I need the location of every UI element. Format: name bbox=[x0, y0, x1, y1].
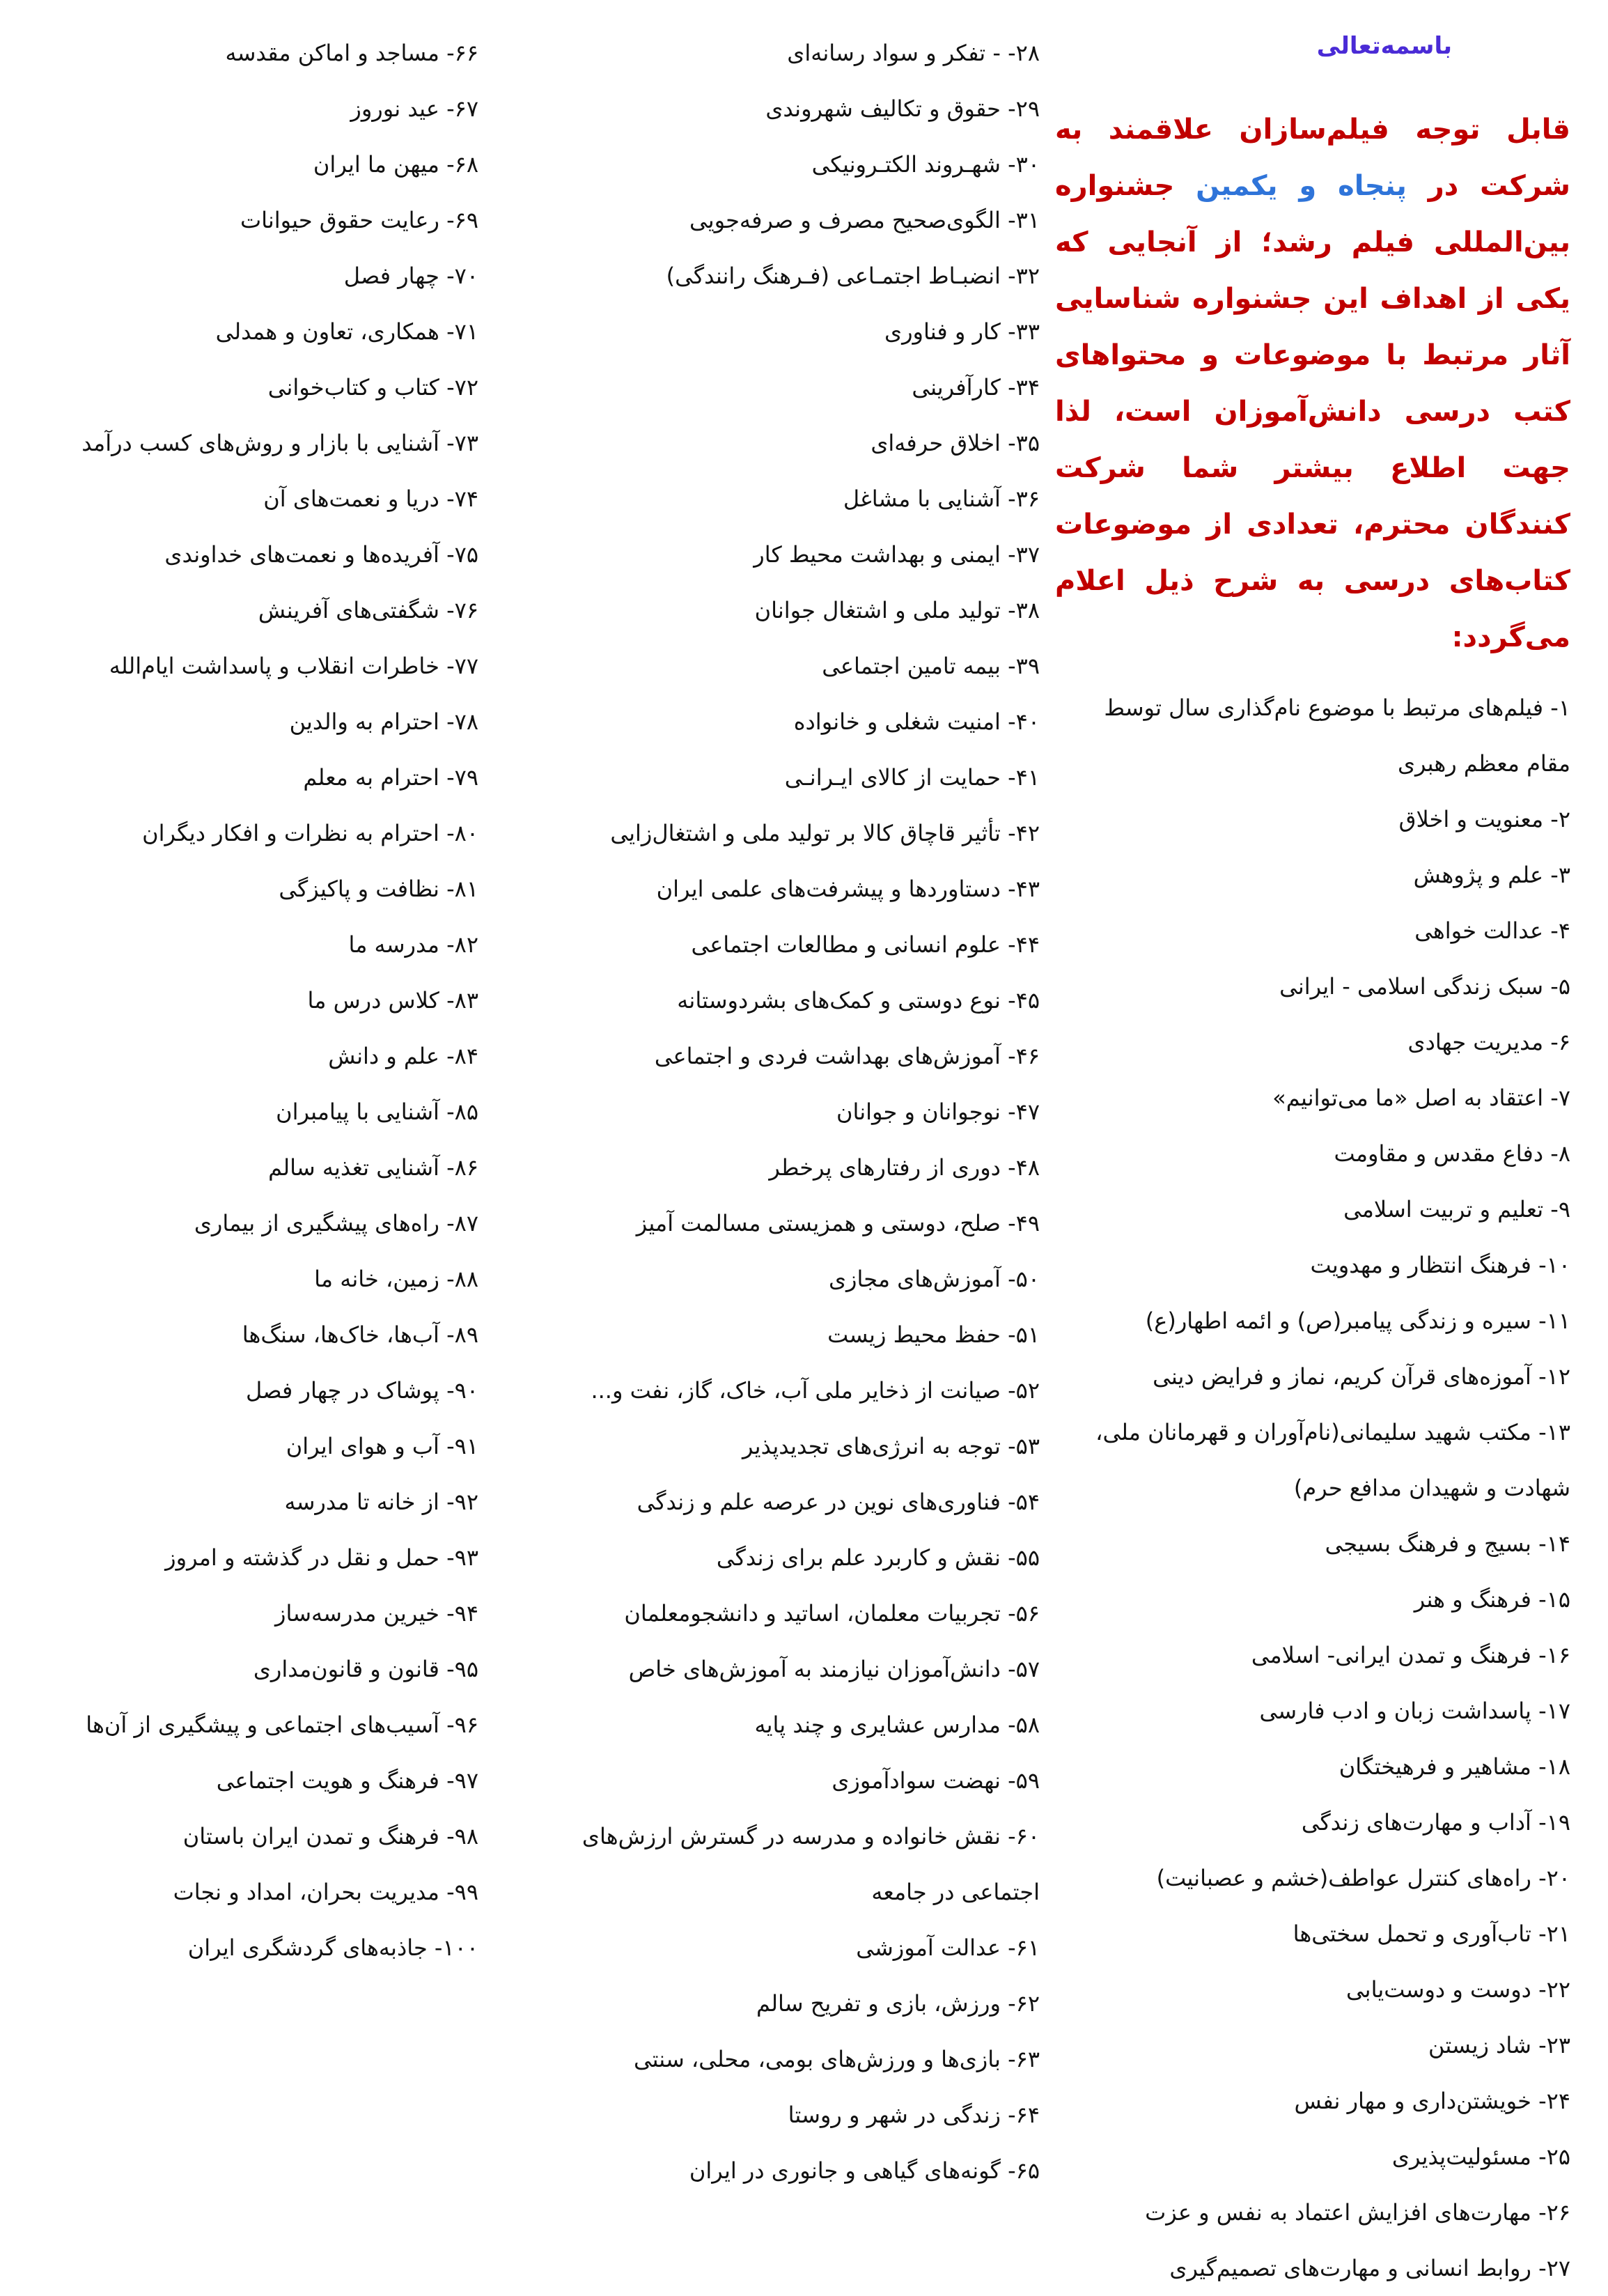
list-item: ۲۶- مهارت‌های افزایش اعتماد به نفس و عزت bbox=[1145, 2199, 1570, 2226]
list-item: ۸۵- آشنایی با پیامبران bbox=[276, 1099, 478, 1125]
list-item: ۵۶- تجربیات معلمان، اساتید و دانشجومعلمان bbox=[624, 1600, 1040, 1627]
list-item: ۶۴- زندگی در شهر و روستا bbox=[788, 2102, 1040, 2128]
list-item: ۳۶- آشنایی با مشاغل bbox=[843, 486, 1040, 512]
list-item: ۲۰- راه‌های کنترل عواطف(خشم و عصبانیت) bbox=[1156, 1865, 1570, 1891]
list-item: ۱۷- پاسداشت زبان و ادب فارسی bbox=[1259, 1698, 1570, 1724]
intro-text-start: قابل توجه فیلم‌سازان علاقمند به شرکت در bbox=[1055, 114, 1571, 202]
list-item: ۹۶- آسیب‌های اجتماعی و پیشگیری از آن‌ها bbox=[86, 1712, 478, 1738]
list-item: ۴۲- تأثیر قاچاق کالا بر تولید ملی و اشتغال‌زایی bbox=[610, 820, 1040, 846]
list-item: ۴۴- علوم انسانی و مطالعات اجتماعی bbox=[691, 931, 1040, 958]
intro-text-end: جشنواره بین‌المللی فیلم رشد؛ از آنجایی که یکی از اهداف این جشنواره شناسایی آثار مرتبط با موضوعات و محتواهای کتب درسی دانش‌آموزان است، لذا جهت اطلاع بیشتر شما شرکت کنندگان محترم، تعدادی از موضوعات کتاب‌های درسی به شرح ذیل اعلام می‌گردد: bbox=[1055, 170, 1570, 653]
intro-highlight: پنجاه و یکمین bbox=[1196, 170, 1407, 202]
list-item: ۹۳- حمل و نقل در گذشته و امروز bbox=[165, 1544, 478, 1571]
topic-list-left bbox=[19, 25, 478, 1976]
list-item: ۳۵- اخلاق حرفه‌ای bbox=[871, 430, 1040, 456]
list-item: ۱۱- سیره و زندگی پیامبر(ص) و ائمه اطهار(ع) bbox=[1145, 1308, 1570, 1334]
list-item: ۶۹- رعایت حقوق حیوانات bbox=[240, 207, 478, 233]
list-item: ۱۰- فرهنگ انتظار و مهدویت bbox=[1310, 1252, 1570, 1278]
list-item: ۹- تعلیم و تربیت اسلامی bbox=[1343, 1196, 1570, 1223]
list-item: ۴۵- نوع دوستی و کمک‌های بشردوستانه bbox=[677, 987, 1040, 1014]
list-item: ۲۸- - تفکر و سواد رسانه‌ای bbox=[787, 40, 1040, 66]
list-item: ۴۶- آموزش‌های بهداشت فردی و اجتماعی bbox=[654, 1043, 1040, 1069]
list-item: ۸۹- آب‌ها، خاک‌ها، سنگ‌ها bbox=[242, 1321, 478, 1348]
list-item: ۶۸- میهن ما ایران bbox=[313, 151, 478, 178]
topic-list-middle bbox=[524, 25, 1040, 2198]
list-item: ۷۰- چهار فصل bbox=[343, 263, 478, 289]
right-column bbox=[1055, 25, 1570, 2296]
list-item: ۱۳- مکتب شهید سلیمانی(نام‌آوران و قهرمانان ملی، شهادت و شهیدان مدافع حرم) bbox=[1095, 1419, 1570, 1501]
list-item: ۸۳- کلاس درس ما bbox=[307, 987, 478, 1014]
list-item: ۳۴- کارآفرینی bbox=[912, 374, 1040, 401]
list-item: ۷۱- همکاری، تعاون و همدلی bbox=[215, 318, 478, 345]
list-item: ۸۷- راه‌های پیشگیری از بیماری bbox=[194, 1210, 478, 1236]
list-item: ۴۷- نوجوانان و جوانان bbox=[836, 1099, 1040, 1125]
list-item: ۶۷- عید نوروز bbox=[350, 95, 478, 122]
list-item: ۷۸- احترام به والدین bbox=[289, 708, 478, 735]
list-item: ۱۵- فرهنگ و هنر bbox=[1414, 1586, 1570, 1613]
list-item: ۹۵- قانون و قانون‌مداری bbox=[253, 1656, 478, 1682]
list-item: ۹۱- آب و هوای ایران bbox=[286, 1433, 478, 1459]
intro-paragraph bbox=[1055, 102, 1570, 666]
page-heading: باسمه‌تعالی bbox=[1316, 32, 1452, 60]
list-item: ۷۶- شگفتی‌های آفرینش bbox=[258, 597, 478, 623]
list-item: ۱۰۰- جاذبه‌های گردشگری ایران bbox=[187, 1934, 478, 1961]
list-item: ۴۳- دستاوردها و پیشرفت‌های علمی ایران bbox=[656, 876, 1040, 902]
list-item: ۷۵- آفریده‌ها و نعمت‌های خداوندی bbox=[164, 541, 478, 568]
list-item: ۱۸- مشاهیر و فرهیختگان bbox=[1338, 1753, 1570, 1780]
list-item: ۹۰- پوشاک در چهار فصل bbox=[246, 1377, 478, 1404]
list-item: ۴۱- حمایت از کالای ایـرانـی bbox=[784, 764, 1040, 791]
list-item: ۳- علم و پژوهش bbox=[1413, 862, 1570, 888]
list-item: ۵۲- صیانت از ذخایر ملی آب، خاک، گاز، نفت و... bbox=[591, 1377, 1040, 1404]
list-item: ۸۰- احترام به نظرات و افکار دیگران bbox=[142, 820, 478, 846]
list-item: ۸۲- مدرسه ما bbox=[348, 931, 478, 958]
list-item: ۸۶- آشنایی تغذیه سالم bbox=[268, 1154, 478, 1181]
list-item: ۷۴- دریا و نعمت‌های آن bbox=[263, 486, 478, 512]
list-item: ۵۷- دانش‌آموزان نیازمند به آموزش‌های خاص bbox=[628, 1656, 1040, 1682]
list-item: ۶۲- ورزش، بازی و تفریح سالم bbox=[756, 1990, 1040, 2017]
list-item: ۲۲- دوست و دوست‌یابی bbox=[1346, 1976, 1570, 2003]
list-item: ۵۱- حفظ محیط زیست bbox=[827, 1321, 1040, 1348]
list-item: ۳۰- شهـروند الکتـرونیکی bbox=[811, 151, 1040, 178]
list-item: ۲۴- خویشتن‌داری و مهار نفس bbox=[1294, 2088, 1570, 2114]
list-item: ۹۷- فرهنگ و هویت اجتماعی bbox=[216, 1767, 478, 1794]
list-item: ۴- عدالت خواهی bbox=[1414, 917, 1570, 944]
list-item: ۲- معنویت و اخلاق bbox=[1398, 806, 1570, 832]
list-item: ۹۲- از خانه تا مدرسه bbox=[284, 1489, 478, 1515]
list-item: ۶۶- مساجد و اماکن مقدسه bbox=[225, 40, 478, 66]
list-item: ۲۹- حقوق و تکالیف شهروندی bbox=[765, 95, 1040, 122]
list-item: ۸- دفاع مقدس و مقاومت bbox=[1334, 1140, 1570, 1167]
list-item: ۴۰- امنیت شغلی و خانواده bbox=[793, 708, 1040, 735]
list-item: ۵۴- فناوری‌های نوین در عرصه علم و زندگی bbox=[637, 1489, 1040, 1515]
list-item: ۴۸- دوری از رفتارهای پرخطر bbox=[769, 1154, 1040, 1181]
list-item: ۱۴- بسیج و فرهنگ بسیجی bbox=[1325, 1530, 1570, 1557]
list-item: ۳۳- کار و فناوری bbox=[884, 318, 1040, 345]
list-item: ۹۹- مدیریت بحران، امداد و نجات bbox=[173, 1879, 478, 1905]
list-item: ۳۱- الگوی‌صحیح مصرف و صرفه‌جویی bbox=[689, 207, 1040, 233]
list-item: ۷۹- احترام به معلم bbox=[303, 764, 478, 791]
list-item: ۷۷- خاطرات انقلاب و پاسداشت ایام‌الله bbox=[109, 653, 478, 679]
list-item: ۷- اعتقاد به اصل «ما می‌توانیم» bbox=[1272, 1085, 1570, 1111]
list-item: ۶۵- گونه‌های گیاهی و جانوری در ایران bbox=[689, 2157, 1040, 2184]
list-item: ۵۰- آموزش‌های مجازی bbox=[828, 1266, 1040, 1292]
list-item: ۳۲- انضبـاط اجتمـاعی (فـرهنگ رانندگی) bbox=[666, 263, 1040, 289]
list-item: ۳۸- تولید ملی و اشتغال جوانان bbox=[754, 597, 1040, 623]
left-column bbox=[19, 25, 478, 1976]
list-item: ۶- مدیریت جهادی bbox=[1407, 1029, 1570, 1055]
list-item: ۷۳- آشنایی با بازار و روش‌های کسب درآمد bbox=[81, 430, 478, 456]
list-item: ۲۱- تاب‌آوری و تحمل سختی‌ها bbox=[1293, 1921, 1570, 1947]
list-item: ۶۰- نقش خانواده و مدرسه در گسترش ارزش‌های اجتماعی در جامعه bbox=[581, 1823, 1040, 1905]
list-item: ۳۷- ایمنی و بهداشت محیط کار bbox=[754, 541, 1040, 568]
list-item: ۵۸- مدارس عشایری و چند پایه bbox=[754, 1712, 1040, 1738]
list-item: ۸۸- زمین، خانه ما bbox=[314, 1266, 478, 1292]
list-item: ۲۷- روابط انسانی و مهارت‌های تصمیم‌گیری bbox=[1169, 2255, 1570, 2281]
list-item: ۶۱- عدالت آموزشی bbox=[856, 1934, 1040, 1961]
list-item: ۵۳- توجه به انرژی‌های تجدیدپذیر bbox=[742, 1433, 1040, 1459]
list-item: ۵۹- نهضت سوادآموزی bbox=[832, 1767, 1040, 1794]
list-item: ۷۲- کتاب و کتاب‌خوانی bbox=[267, 374, 478, 401]
list-item: ۲۵- مسئولیت‌پذیری bbox=[1391, 2143, 1570, 2170]
list-item: ۶۳- بازی‌ها و ورزش‌های بومی، محلی، سنتی bbox=[633, 2046, 1040, 2072]
topic-list-right bbox=[1055, 680, 1570, 2296]
list-item: ۱۶- فرهنگ و تمدن ایرانی- اسلامی bbox=[1251, 1642, 1570, 1668]
list-item: ۵- سبک زندگی اسلامی - ایرانی bbox=[1279, 973, 1570, 1000]
list-item: ۹۴- خیرین مدرسه‌ساز bbox=[275, 1600, 478, 1627]
list-item: ۵۵- نقش و کاربرد علم برای زندگی bbox=[716, 1544, 1040, 1571]
list-item: ۳۹- بیمه تامین اجتماعی bbox=[822, 653, 1040, 679]
list-item: ۱- فیلم‌های مرتبط با موضوع نام‌گذاری سال توسط مقام معظم رهبری bbox=[1104, 695, 1570, 777]
middle-column bbox=[524, 25, 1040, 2198]
list-item: ۸۴- علم و دانش bbox=[328, 1043, 478, 1069]
list-item: ۸۱- نظافت و پاکیزگی bbox=[279, 876, 478, 902]
list-item: ۲۳- شاد زیستن bbox=[1428, 2032, 1570, 2058]
list-item: ۱۲- آموزه‌های قرآن کریم، نماز و فرایض دینی bbox=[1153, 1363, 1570, 1390]
list-item: ۴۹- صلح، دوستی و همزیستی مسالمت آمیز bbox=[636, 1210, 1040, 1236]
list-item: ۹۸- فرهنگ و تمدن ایران باستان bbox=[182, 1823, 478, 1849]
list-item: ۱۹- آداب و مهارت‌های زندگی bbox=[1301, 1809, 1570, 1836]
